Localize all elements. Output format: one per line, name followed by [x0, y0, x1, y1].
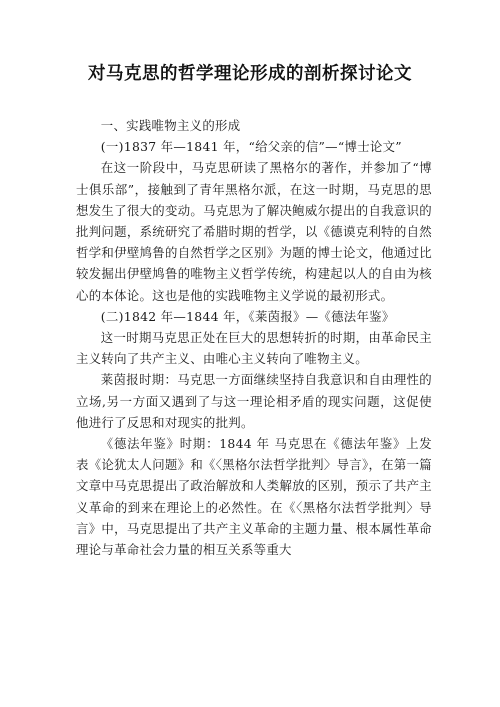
body-paragraph: 莱茵报时期：马克思一方面继续坚持自我意识和自由理性的立场,另一方面又遇到了与这一理论相矛盾的现实问题，这促使他进行了反思和对现实的批判。	[76, 372, 432, 430]
subsection-heading-2: (二)1842 年—1844 年，《莱茵报》—《德法年鉴》	[100, 308, 395, 324]
body-paragraph: 在这一阶段中，马克思研读了黑格尔的著作，并参加了“博士俱乐部”，接触到了青年黑格尔派，在这一时期，马克思的思想发生了很大的变动。马克思为了解决鲍威尔提出的自我意识的批判问题，系统研究了希腊时期的哲学，以《德谟克利特的自然哲学和伊壁鸠鲁的自然哲学之区别》为题的博士论文，他通过比较发掘出伊壁鸠鲁的唯物主义哲学传统，构建起以人的自由为核心的本体论。这也是他的实践唯物主义学说的最初形式。	[76, 160, 432, 303]
body-paragraph: 《德法年鉴》时期：1844 年 马克思在《德法年鉴》上发表《论犹太人问题》和《〈黑格尔法哲学批判〉导言》，在第一篇文章中马克思提出了政治解放和人类解放的区别，预示了共产主义革命的到来在理论上的必然性。在《〈黑格尔法哲学批判〉导言》中，马克思提出了共产主义革命的主题力量、根本属性革命理论与革命社会力量的相互关系等重大	[76, 436, 432, 558]
body-paragraph: 这一时期马克思正处在巨大的思想转折的时期，由革命民主主义转向了共产主义、由唯心主义转向了唯物主义。	[76, 330, 432, 367]
section-heading: 一、实践唯物主义的形成	[100, 118, 241, 133]
document-body	[76, 115, 432, 560]
document-title: 对马克思的哲学理论形成的剖析探讨论文	[88, 64, 412, 84]
subsection-heading-1: (一)1837 年—1841 年，“给父亲的信”—“博士论文”	[100, 139, 402, 155]
